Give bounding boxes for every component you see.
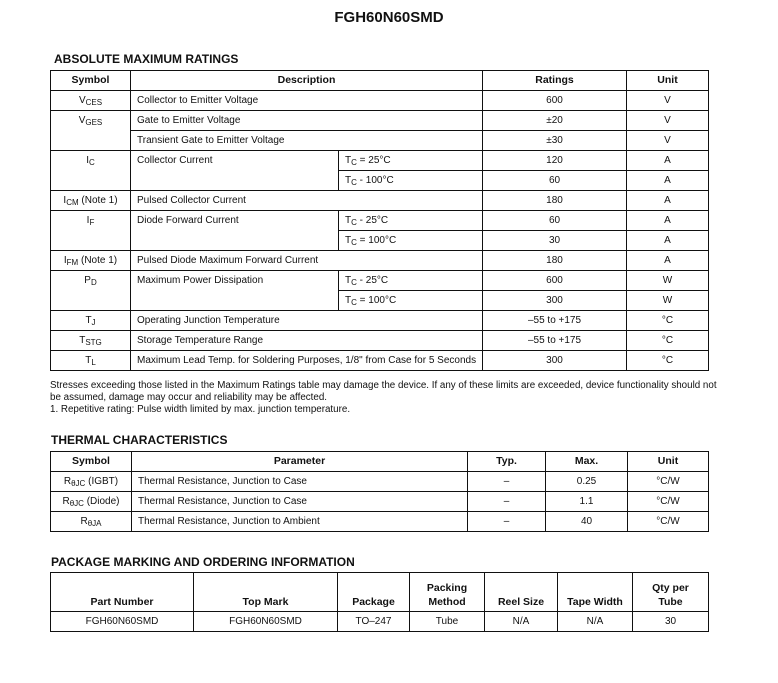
amr-header-symbol: Symbol xyxy=(51,71,131,91)
amr-header-ratings: Ratings xyxy=(483,71,627,91)
table-row xyxy=(51,351,709,371)
table-row xyxy=(51,271,709,291)
unit-cell: A xyxy=(627,211,709,231)
rating-cell: ±20 xyxy=(483,111,627,131)
condition-cell: $T_C = 100^\circ C$ xyxy=(339,291,483,311)
package-header-qty: Qty per Tube xyxy=(633,573,709,612)
package-header-top-mark: Top Mark xyxy=(194,573,338,612)
thermal-header-max: Max. xyxy=(546,452,628,472)
top-mark-cell: FGH60N60SMD xyxy=(194,612,338,632)
table-row xyxy=(51,331,709,351)
table-row xyxy=(51,472,709,492)
package-header-part-number: Part Number xyxy=(51,573,194,612)
description-cell: Operating Junction Temperature xyxy=(131,311,483,331)
table-row xyxy=(51,612,709,632)
parameter-cell: Thermal Resistance, Junction to Case xyxy=(132,472,468,492)
table-row xyxy=(51,492,709,512)
symbol-cell: $I_{FM}$ (Note 1) xyxy=(51,251,131,271)
amr-heading: ABSOLUTE MAXIMUM RATINGS xyxy=(54,52,239,66)
symbol-cell: $I_F$ xyxy=(51,211,131,251)
qty-cell: 30 xyxy=(633,612,709,632)
amr-header-description: Description xyxy=(131,71,483,91)
condition-cell: $T_C - 100^\circ C$ xyxy=(339,171,483,191)
rating-cell: 180 xyxy=(483,191,627,211)
symbol-cell: $R_{\theta JC}$ (IGBT) xyxy=(51,472,132,492)
unit-cell: °C xyxy=(627,331,709,351)
table-row xyxy=(51,91,709,111)
description-cell: Pulsed Diode Maximum Forward Current xyxy=(131,251,483,271)
rating-cell: 180 xyxy=(483,251,627,271)
max-cell: 1.1 xyxy=(546,492,628,512)
document-title: FGH60N60SMD xyxy=(334,9,444,26)
absolute-max-ratings-table xyxy=(50,70,709,371)
unit-cell: A xyxy=(627,251,709,271)
thermal-header-typ: Typ. xyxy=(468,452,546,472)
rating-cell: 120 xyxy=(483,151,627,171)
description-cell: Collector to Emitter Voltage xyxy=(131,91,483,111)
thermal-header-symbol: Symbol xyxy=(51,452,132,472)
rating-cell: 30 xyxy=(483,231,627,251)
stress-note: Stresses exceeding those listed in the Maximum Ratings table may damage the device. If any of these limits are exceeded, device functionality should not be assumed, damage may occur and reliability may be affected. xyxy=(50,380,717,403)
description-cell: Maximum Power Dissipation xyxy=(131,271,339,311)
typ-cell: – xyxy=(468,512,546,532)
description-cell: Transient Gate to Emitter Voltage xyxy=(131,131,483,151)
rating-cell: 600 xyxy=(483,91,627,111)
rating-cell: 60 xyxy=(483,211,627,231)
max-cell: 0.25 xyxy=(546,472,628,492)
table-row xyxy=(51,251,709,271)
table-row xyxy=(51,512,709,532)
table-row xyxy=(51,191,709,211)
unit-cell: A xyxy=(627,231,709,251)
symbol-cell: $I_{CM}$ (Note 1) xyxy=(51,191,131,211)
description-cell: Collector Current xyxy=(131,151,339,191)
reel-size-cell: N/A xyxy=(485,612,558,632)
description-cell: Storage Temperature Range xyxy=(131,331,483,351)
symbol-cell: $I_C$ xyxy=(51,151,131,191)
unit-cell: °C/W xyxy=(628,472,709,492)
rating-cell: ±30 xyxy=(483,131,627,151)
thermal-header-parameter: Parameter xyxy=(132,452,468,472)
thermal-heading: THERMAL CHARACTERISTICS xyxy=(51,433,228,447)
footnote-1: 1. Repetitive rating: Pulse width limited by max. junction temperature. xyxy=(50,404,351,415)
unit-cell: A xyxy=(627,191,709,211)
description-cell: Gate to Emitter Voltage xyxy=(131,111,483,131)
symbol-cell: $P_D$ xyxy=(51,271,131,311)
table-row xyxy=(51,211,709,231)
symbol-cell: $V_{GES}$ xyxy=(51,111,131,151)
symbol-cell: $T_L$ xyxy=(51,351,131,371)
table-row xyxy=(51,131,709,151)
unit-cell: °C xyxy=(627,351,709,371)
parameter-cell: Thermal Resistance, Junction to Case xyxy=(132,492,468,512)
amr-header-unit: Unit xyxy=(627,71,709,91)
unit-cell: V xyxy=(627,111,709,131)
unit-cell: V xyxy=(627,91,709,111)
condition-cell: $T_C = 100^\circ C$ xyxy=(339,231,483,251)
rating-cell: –55 to +175 xyxy=(483,331,627,351)
table-row xyxy=(51,311,709,331)
package-header-row xyxy=(51,573,709,612)
condition-cell: $T_C - 25^\circ C$ xyxy=(339,211,483,231)
unit-cell: °C xyxy=(627,311,709,331)
rating-cell: 300 xyxy=(483,291,627,311)
symbol-cell: $R_{\theta JA}$ xyxy=(51,512,132,532)
package-header-tape-width: Tape Width xyxy=(558,573,633,612)
unit-cell: W xyxy=(627,291,709,311)
symbol-cell: $R_{\theta JC}$ (Diode) xyxy=(51,492,132,512)
package-cell: TO–247 xyxy=(338,612,410,632)
rating-cell: 60 xyxy=(483,171,627,191)
table-row xyxy=(51,151,709,171)
description-cell: Diode Forward Current xyxy=(131,211,339,251)
table-row xyxy=(51,111,709,131)
unit-cell: °C/W xyxy=(628,512,709,532)
package-header-packing-method: Packing Method xyxy=(410,573,485,612)
thermal-header-row xyxy=(51,452,709,472)
rating-cell: 600 xyxy=(483,271,627,291)
thermal-characteristics-table xyxy=(50,451,709,532)
condition-cell: $T_C - 25^\circ C$ xyxy=(339,271,483,291)
unit-cell: A xyxy=(627,151,709,171)
rating-cell: 300 xyxy=(483,351,627,371)
rating-cell: –55 to +175 xyxy=(483,311,627,331)
unit-cell: °C/W xyxy=(628,492,709,512)
package-heading: PACKAGE MARKING AND ORDERING INFORMATION xyxy=(51,555,355,569)
typ-cell: – xyxy=(468,492,546,512)
packing-method-cell: Tube xyxy=(410,612,485,632)
description-cell: Pulsed Collector Current xyxy=(131,191,483,211)
symbol-cell: $T_{STG}$ xyxy=(51,331,131,351)
parameter-cell: Thermal Resistance, Junction to Ambient xyxy=(132,512,468,532)
tape-width-cell: N/A xyxy=(558,612,633,632)
amr-notes xyxy=(50,380,730,416)
part-number-cell: FGH60N60SMD xyxy=(51,612,194,632)
condition-cell: $T_C = 25^\circ C$ xyxy=(339,151,483,171)
amr-header-row xyxy=(51,71,709,91)
package-ordering-table xyxy=(50,572,709,632)
typ-cell: – xyxy=(468,472,546,492)
unit-cell: W xyxy=(627,271,709,291)
thermal-header-unit: Unit xyxy=(628,452,709,472)
description-cell: Maximum Lead Temp. for Soldering Purposes, 1/8" from Case for 5 Seconds xyxy=(131,351,483,371)
symbol-cell: $T_J$ xyxy=(51,311,131,331)
package-header-package: Package xyxy=(338,573,410,612)
package-header-reel-size: Reel Size xyxy=(485,573,558,612)
unit-cell: A xyxy=(627,171,709,191)
symbol-cell: $V_{CES}$ xyxy=(51,91,131,111)
max-cell: 40 xyxy=(546,512,628,532)
unit-cell: V xyxy=(627,131,709,151)
